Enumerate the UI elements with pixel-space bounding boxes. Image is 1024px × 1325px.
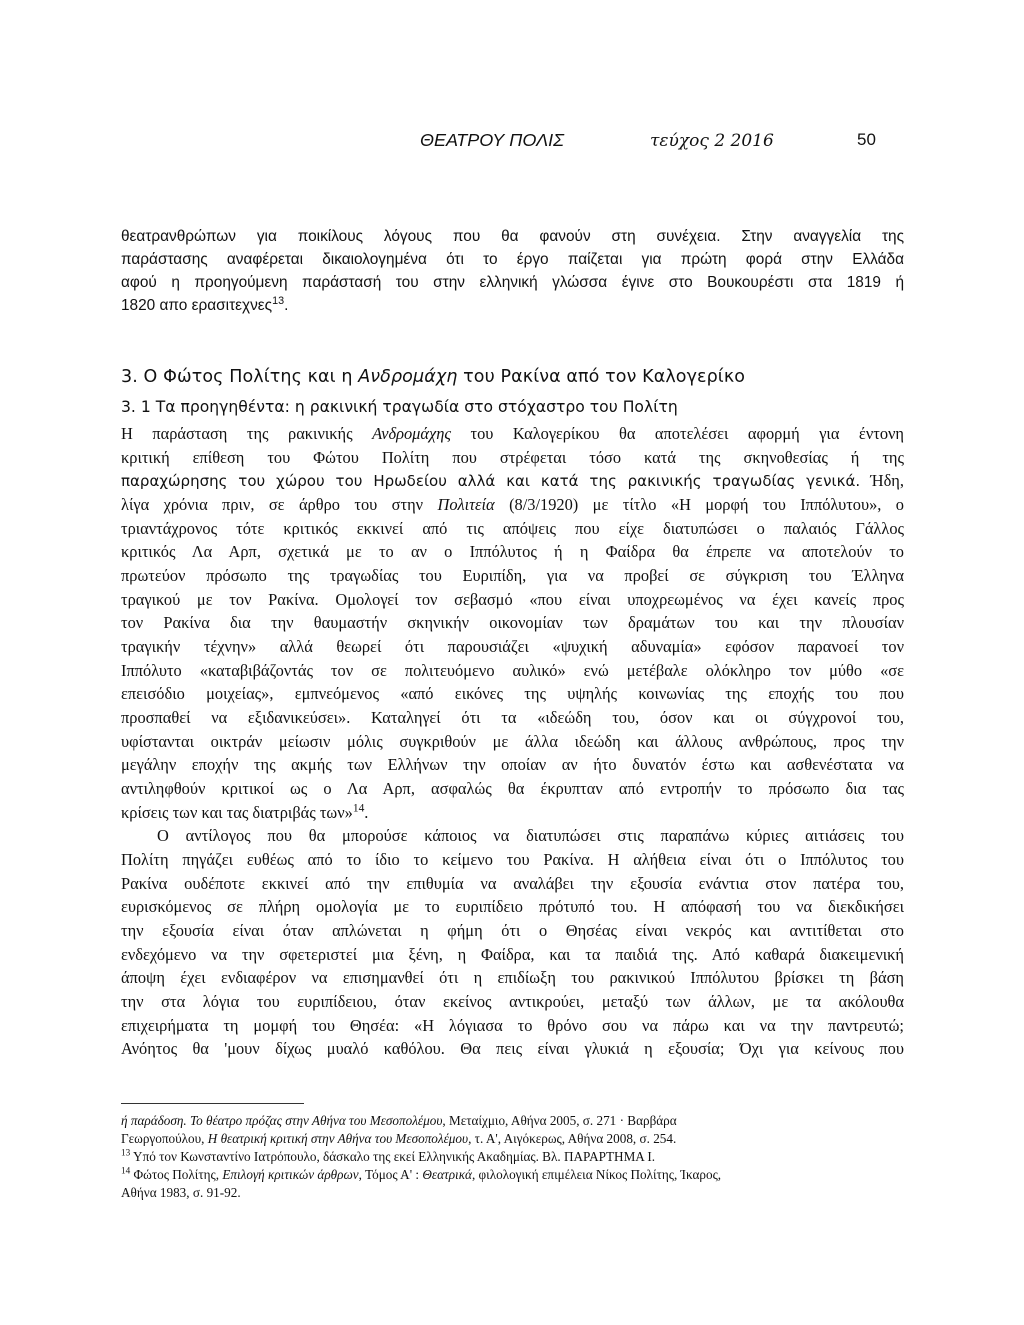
text-line: αντιληφθούν κριτικοί ως ο Λα Αρπ, ασφαλώς θα έκρυπταν από εντροπήν το πρόσωπο δια τας [121,779,904,798]
text-line: επεισόδιο μοιχείας», εμπνεόμενος «από εικόνες της υψηλής κοινωνίας της εποχής του που [121,684,904,703]
footnote-13: $^{13}$ Υπό τον Κωνσταντίνο Ιατρόπουλο, δάσκαλο της εκεί Ελληνικής Ακαδημίας. Βλ. ΠΑΡΑΡΤΗΜΑ Ι. [121,1147,656,1164]
text-line: κριτική επίθεση του Φώτου Πολίτη που στρέφεται τόσο κατά της σκηνοθεσίας ή της [121,448,904,467]
footnote-14-continued: Αθήνα 1983, σ. 91-92. [121,1185,241,1200]
text-line: 1820 απο ερασιτεχνες$^{13}$. [121,294,289,314]
text-line: Ιππόλυτο «καταβιβάζοντάς τον σε πολιτευόμενο αυλικό» ενώ μετέβαλε ολόκληρο τον μύθο «σε [121,661,904,680]
running-header [420,128,890,156]
page-number: 50 [857,130,876,149]
journal-title: ΘΕΑΤΡΟΥ ΠΟΛΙΣ [420,130,564,150]
footnote-divider [121,1103,304,1104]
text-line: την στα λόγια του ευριπίδειου, όταν εκείνος αντικρούει, μεταξύ των άλλων, με τα ακόλουθα [121,992,904,1011]
text-line: λίγα χρόνια πριν, σε άρθρο του στην Πολιτεία (8/3/1920) με τίτλο «Η μορφή του Ιππόλυτου», ο [121,495,904,514]
text-line: υφίστανται οικτράν μείωσιν μόλις συγκριθούν με άλλα ιδεώδη και άλλους ανθρώπους, προς την [121,732,904,751]
footnote-14: $^{14}$ Φώτος Πολίτης, Επιλογή κριτικών άρθρων, Τόμος Α' : Θεατρικά, φιλολογική επιμέλεια Νίκος Πολίτης, Ίκαρος, [121,1165,722,1182]
text-line: Η παράσταση της ρακινικής Ανδρομάχης του Καλογερίκου θα αποτελέσει αφορμή για έντονη [121,424,904,443]
text-line: τραγικού με τον Ρακίνα. Ομολογεί τον σεβασμό «που είναι υποχρεωμένος να έχει κανείς προς [121,590,904,609]
text-line: θεατρανθρώπων για ποικίλους λόγους που θα φανούν στη συνέχεια. Στην αναγγελία της [121,228,904,245]
text-line: παράστασης αναφέρεται δικαιολογημένα ότι το έργο παίζεται για πρώτη φορά στην Ελλάδα [121,251,904,268]
text-line: ενδεχόμενο να την σφετεριστεί μια ξένη, η Φαίδρα, και τα παιδιά της. Από καθαρά διακειμενική [121,945,904,964]
footnote-ref[interactable]: 14 [352,802,365,815]
text-line: επιχειρήματα τη μομφή του Θησέα: «Η λόγιασα το θρόνο σου να πάρω και να την παντρευτώ; [121,1016,904,1035]
text-line: αφού η προηγούμενη παράστασή του στην ελληνική γλώσσα έγινε στο Βουκουρέστι στα 1819 ή [121,274,904,291]
issue-label: τεύχος 2 2016 [650,131,774,151]
text-line: Πολίτη πηγάζει ευθέως από το ίδιο το κείμενο του Ρακίνα. Η αλήθεια είναι ότι ο Ιππόλυτος του [121,850,904,869]
text-line: Ρακίνα ουδέποτε εκκινεί από την επιθυμία να αναλάβει την εξουσία ενάντια στον πατέρα του, [121,874,904,893]
text-line: Ο αντίλογος που θα μπορούσε κάποιος να διατυπώσει στις παραπάνω κύριες αιτιάσεις του [157,826,904,845]
footnote-continuation: Γεωργοπούλου, Η θεατρική κριτική στην Αθήνα του Μεσοπολέμου, τ. Α', Αιγόκερως, Αθήνα 2008, σ. 254. [121,1131,677,1146]
text-line: κρίσεις των και τας διατριβάς των»$^{14}$. [121,802,369,822]
footnote-number: 13 [121,1147,131,1158]
text-line: Ανόητος θα 'μουν δίχως μυαλό καθόλου. Θα πεις είναι γλυκιά η εξουσία; Όχι για κείνους που [121,1039,904,1058]
text-line: τραγικήν τέχνην» αλλά θεωρεί ότι παρουσιάζει «ψυχική αδυναμία» εφόσον παρανοεί τον [121,637,904,656]
text-line: προσπαθεί να εξιδανικεύσει». Καταληγεί ότι τα «ιδεώδη του, όσον και οι σύγχρονοί του, [121,708,904,727]
text-line: κριτικός Λα Αρπ, σχετικά με το αν ο Ιππόλυτος ή η Φαίδρα θα έπρεπε να αποτελούν το [121,542,904,561]
footnote-number: 14 [121,1165,131,1176]
footnote-continuation: ή παράδοση. Το θέατρο πρόζας στην Αθήνα του Μεσοπολέμου, Μεταίχμιο, Αθήνα 2005, σ. 271 · Βαρβάρα [121,1113,677,1128]
text-line: την εξουσία είναι όταν απλώνεται η φήμη ότι ο Θησέας είναι νεκρός και αντιτίθεται στο [121,921,904,940]
subsection-heading: 3. 1 Τα προηγηθέντα: η ρακινική τραγωδία στο στόχαστρο του Πολίτη [121,398,678,416]
text-line: ευρισκόμενος σε πλήρη ομολογία με το ευριπίδειο πρότυπό του. Η απόφασή του να διεκδικήσει [121,897,904,916]
text-line: μεγάλην εποχήν της ακμής των Ελλήνων την οποίαν αν ήτο δυνατόν έστω και ασθενέστατα να [121,755,904,774]
section-heading: 3. Ο Φώτος Πολίτης και η Ανδρομάχη του Ρακίνα από τον Καλογερίκο [121,367,746,387]
footnote-ref[interactable]: 13 [272,294,285,307]
text-line: τον Ρακίνα δια την θαυμαστήν σκηνικήν οικονομίαν των δραμάτων του και την πλουσίαν [121,613,904,632]
text-line: άποψη έχει ενδιαφέρον να επισημανθεί ότι η επιδίωξη του ρακινικού Ιππόλυτου βρίσκει τη βάση [121,968,904,987]
text-line: πρωτεύον πρόσωπο της τραγωδίας του Ευριπίδη, για να προβεί σε σύγκριση του Έλληνα [121,566,904,585]
text-line: τριαντάχρονος τότε κριτικός εκκινεί από τις απόψεις που είχε διατυπώσει ο παλαιός Γάλλος [121,519,904,538]
text-line: παραχώρησης του χώρου του Ηρωδείου αλλά και κατά της ρακινικής τραγωδίας γενικά. Ήδη, [121,471,904,490]
